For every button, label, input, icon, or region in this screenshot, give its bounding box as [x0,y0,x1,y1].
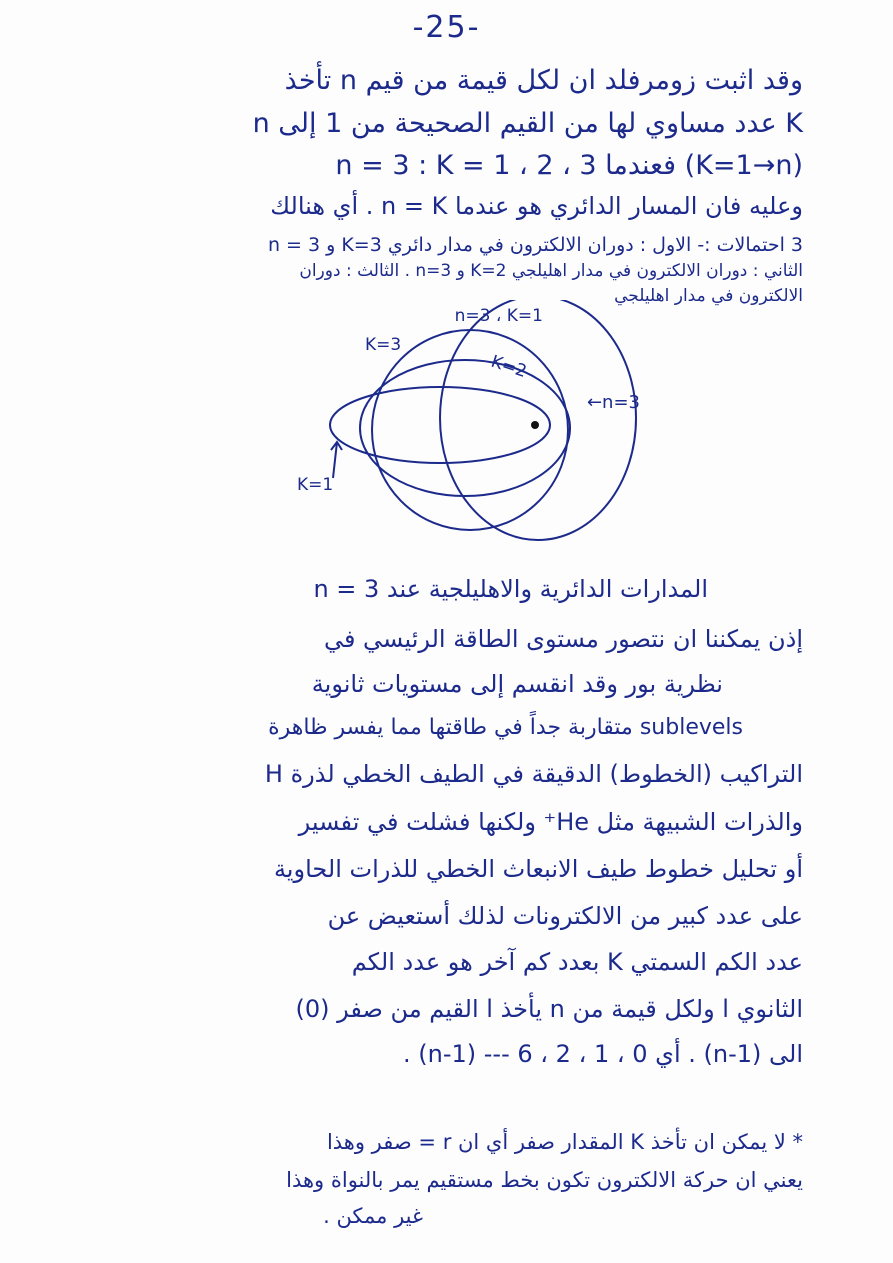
body-line-1: المدارات الدائرية والاهليلجية عند n = 3 [313,575,708,603]
body-line-9: عدد الكم السمتي K بعدد كم آخر هو عدد الكم [351,948,803,976]
body-line-12: * لا يمكن ان تأخذ K المقدار صفر أي ان r = صفر وهذا [326,1130,803,1154]
header-line-6: الثاني : دوران الالكترون في مدار اهليلجي K=2 و n=3 . الثالث : دوران [299,261,803,281]
ellipse-orbit-k2 [360,360,570,496]
body-line-3: نظرية بور وقد انقسم إلى مستويات ثانوية [311,670,723,698]
body-line-2: إذن يمكننا ان نتصور مستوى الطاقة الرئيسي في [323,625,803,653]
label-n3: ←n=3 [586,392,640,413]
body-line-7: أو تحليل خطوط طيف الانبعاث الخطي للذرات الحاوية [273,855,803,883]
body-line-8: على عدد كبير من الالكترونات لذلك أستعيض عن [327,902,803,930]
label-k1: K=1 [297,475,334,495]
header-line-7: الالكترون في مدار اهليلجي [614,286,803,306]
label-k3: K=3 [365,335,402,355]
nucleus-dot [531,421,539,429]
outer-orbit-n3 [440,300,636,540]
body-line-5: التراكيب (الخطوط) الدقيقة في الطيف الخطي لذرة H [264,760,803,788]
header-line-8: n=3 ، K=1 [454,306,543,326]
body-line-14: غير ممكن . [323,1204,423,1228]
orbit-diagram [295,300,655,560]
page-number: -25- [412,10,481,45]
body-line-10: الثانوي l ولكل قيمة من n يأخذ l القيم من صفر (0) [295,995,803,1023]
header-line-1: وقد اثبت زومرفلد ان لكل قيمة من قيم n تأخذ [284,65,803,96]
header-line-4: وعليه فان المسار الدائري هو عندما n = K . أي هنالك [270,192,803,220]
body-line-6: والذرات الشبيهة مثل He⁺ ولكنها فشلت في تفسير [298,808,803,836]
label-k2: K=2 [488,351,530,382]
header-line-5: 3 احتمالات :- الاول : دوران الالكترون في مدار دائري K=3 و n = 3 [267,234,803,256]
body-line-4: sublevels متقاربة جداً في طاقتها مما يفسر ظاهرة [268,715,743,740]
header-line-2: K عدد مساوي لها من القيم الصحيحة من 1 إلى n [252,108,803,139]
header-line-3: (K=1→n) فعندما n = 3 : K = 1 ، 2 ، 3 [335,150,803,181]
body-line-13: يعني ان حركة الالكترون تكون بخط مستقيم يمر بالنواة وهذا [286,1168,803,1192]
body-line-11: الى (n-1) . أي 0 ، 1 ، 2 ، 6 --- (n-1) . [402,1040,803,1068]
